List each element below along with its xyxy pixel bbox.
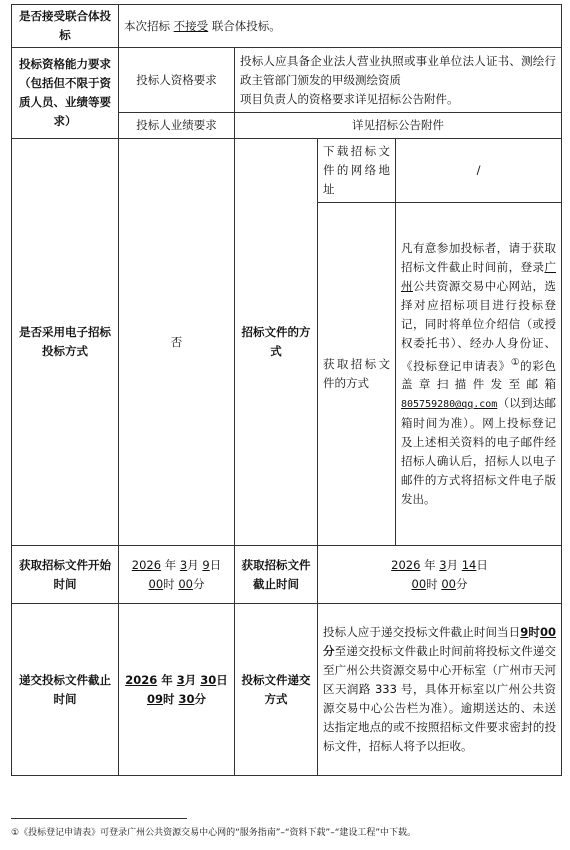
bidder-req-text: 投标人应具备企业法人营业执照或事业单位法人证书、测绘行政主管部门颁发的甲级测绘资质 [240,53,556,87]
download-label: 下载招标文件的网络地址 [318,139,396,203]
download-value: / [396,139,562,203]
obtain-time-row [12,546,562,604]
electronic-label: 是否采用电子招标投标方式 [12,139,119,546]
obtain-start-label: 获取招标文件开始时间 [12,546,119,604]
unit-month-2: 月 [446,557,459,572]
method-text-2: 至递交投标文件截止时间前将投标文件递交至广州公共资源交易中心开标室（广州市天河区天润路 333 号，具体开标室以广州公共资源交易中心公告栏为准）。逾期送达的、未送达指定地点的或不按照招标文件要求密封的投标文件，招标人将予以拒收。 [323,644,557,753]
consortium-value: 不接受 [173,18,209,33]
qualification-row [12,48,562,113]
obtain-note-ref: ① [510,356,521,368]
method-unit-hour: 时 [528,625,540,639]
unit-year-2: 年 [424,557,436,572]
deadline-unit-month: 月 [184,672,197,687]
unit-hour: 时 [163,576,175,591]
obtain-end-hour: 00 [411,576,427,591]
obtain-end-min: 00 [441,576,456,591]
performance-text: 详见招标公告附件 [235,113,562,139]
method-min: 00 [540,625,557,639]
bidder-req-label: 投标人资格要求 [119,48,235,113]
obtain-text-4: （以到达邮箱时间为准）。网上投标登记及上述相关资料的电子邮件经招标人确认后，招标人以电子邮件的方式将招标文件电子版发出。 [401,396,556,507]
deadline-unit-hour: 时 [162,691,175,706]
obtain-start-year: 2026 [131,557,162,572]
bidder-req-text-2: 项目负责人的资格要求详见招标公告附件。 [240,91,459,106]
submission-method-text-cell [318,604,562,776]
unit-min-2: 分 [455,576,468,591]
obtain-start-hour: 00 [148,576,164,591]
qualification-label: 投标资格能力要求（包括但不限于资质人员、业绩等要求） [12,48,119,139]
obtain-start-day: 9 [202,557,210,572]
electronic-row [12,139,562,203]
deadline-unit-min: 分 [194,691,207,706]
obtain-end-month: 3 [439,557,447,572]
bidder-req-text-cell [235,48,562,113]
obtain-end-year: 2026 [391,557,421,572]
obtain-text-cell [396,203,562,546]
consortium-prefix: 本次招标 [124,18,170,33]
obtain-start-min: 00 [178,576,193,591]
obtain-start-value [119,546,235,604]
performance-label: 投标人业绩要求 [119,113,235,139]
obtain-end-day: 14 [461,557,477,572]
deadline-year: 2026 [125,672,158,687]
submission-deadline-label: 递交投标文件截止时间 [12,604,119,776]
unit-year: 年 [164,557,177,572]
footnote-divider [11,818,187,819]
method-unit-min: 分 [323,644,335,658]
obtain-city: 广州 [401,259,556,293]
consortium-row [12,5,562,48]
obtain-end-label: 获取招标文件截止时间 [235,546,318,604]
method-text-1: 投标人应于递交投标文件截止时间当日 [323,625,521,639]
electronic-value: 否 [119,139,235,546]
obtain-text-1: 凡有意参加投标者，请于获取招标文件截止时间前，登录 [401,240,556,274]
deadline-unit-year: 年 [161,672,173,687]
deadline-min: 30 [178,691,195,706]
deadline-unit-day: 日 [216,672,228,687]
obtain-label: 获取招标文件的方式 [318,203,396,546]
obtain-email: 805759280@qq.com [401,399,498,411]
deadline-hour: 09 [146,691,163,706]
deadline-month: 3 [176,672,185,687]
unit-day: 日 [209,557,222,572]
submission-method-label: 投标文件递交方式 [235,604,318,776]
unit-day-2: 日 [476,557,488,572]
unit-month: 月 [187,557,199,572]
obtain-end-value [318,546,562,604]
footnote: ①《投标登记申请表》可登录广州公共资源交易中心网的“服务指南”–“资料下载”–“建设工程”中下载。 [11,828,417,838]
submission-deadline-value [119,604,235,776]
unit-hour-2: 时 [426,576,438,591]
method-label: 招标文件的方式 [235,139,318,546]
method-hour: 9 [520,625,529,639]
consortium-suffix: 联合体投标。 [211,18,281,33]
obtain-text-2: 公共资源交易中心网站，选择对应招标项目进行投标登记，同时将单位介绍信（或授权委托书）、经办人身份证、《投标登记申请表》 [401,278,557,373]
unit-min: 分 [192,576,205,591]
tender-info-table [11,4,562,776]
obtain-text-3: 的彩色盖章扫描件发至邮箱 [401,358,557,392]
consortium-label: 是否接受联合体投标 [12,5,119,48]
submission-row [12,604,562,776]
deadline-day: 30 [200,672,217,687]
obtain-start-month: 3 [179,557,188,572]
consortium-value-cell [119,5,562,48]
